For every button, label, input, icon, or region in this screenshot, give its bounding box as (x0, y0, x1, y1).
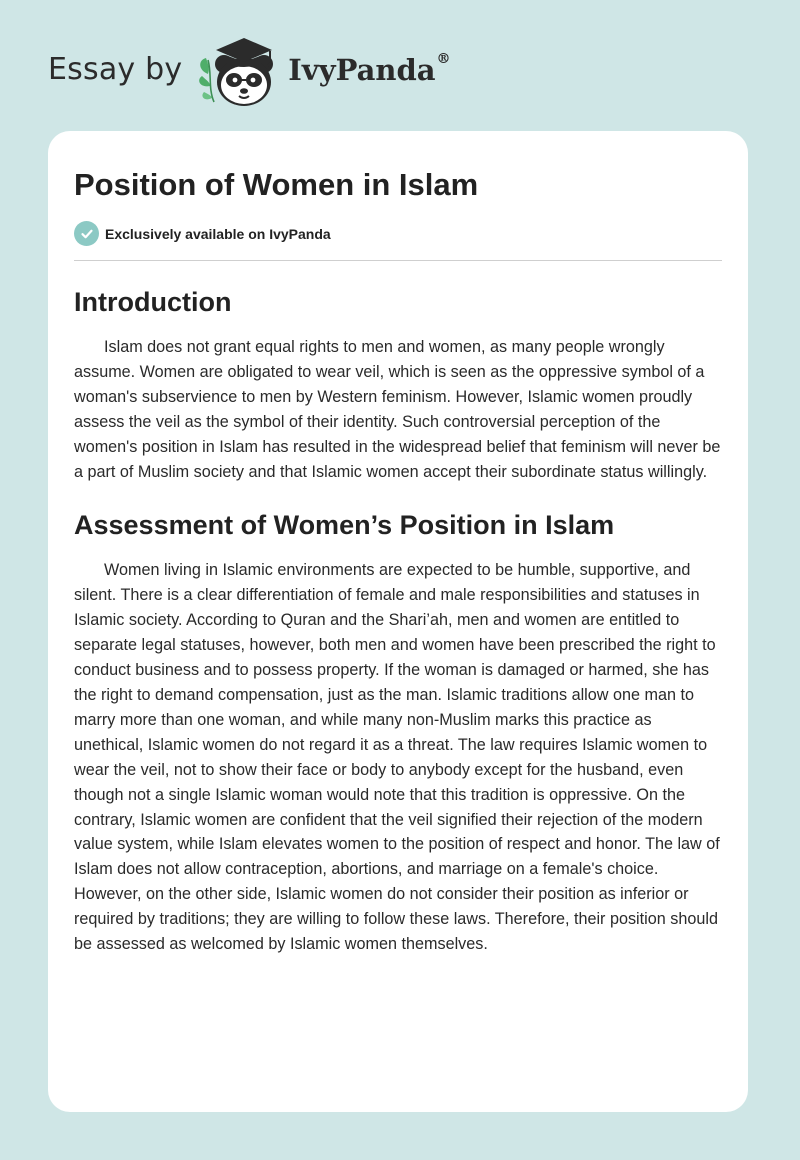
section-assessment (74, 506, 722, 957)
section-paragraph: Women living in Islamic environments are expected to be humble, supportive, and silent. There is a clear differentiation of female and male responsibilities and statuses in Islamic society. According to Quran and the Shari’ah, men and women are entitled to separate legal statuses, however, both men and women have been prescribed the right to conduct business and to possess property. If the woman is damaged or harmed, she has the right to demand compensation, just as the man. Islamic traditions allow one man to marry more than one woman, and while many non-Muslim marks this practice as unethical, Islamic women do not regard it as a threat. The law requires Islamic women to wear the veil, not to show their face or body to anybody except for the husband, even though not a single Islamic woman would note that this tradition is oppressive. On the contrary, Islamic women are confident that the veil signified their rejection of the modern value system, while Islam elevates women to the position of respect and honor. The law of Islam does not allow contraception, abortions, and marriage on a female's choice. However, on the other side, Islamic women do not consider their position as inferior or required by traditions; they are willing to follow these laws. Therefore, their position should be assessed as welcomed by Islamic women themselves. (74, 561, 720, 954)
essay-title: Position of Women in Islam (74, 167, 479, 202)
check-icon (74, 221, 99, 246)
registered-mark: ® (436, 50, 451, 67)
essay-by-label: Essay by (48, 52, 183, 87)
section-introduction (74, 283, 722, 484)
exclusive-badge (74, 221, 722, 246)
badge-text: Exclusively available on IvyPanda (105, 225, 331, 242)
section-paragraph: Islam does not grant equal rights to men and women, as many people wrongly assume. Women are obligated to wear veil, which is seen as the oppressive symbol of a woman's subservience to men by Western feminism. However, Islamic women proudly assess the veil as the symbol of their identity. Such controversial perception of the women's position in Islam has resulted in the widespread belief that feminism will never be a part of Muslim society and that Islamic women accept their subordinate status willingly. (74, 338, 721, 481)
site-header (48, 30, 451, 110)
brand-name (288, 50, 451, 87)
section-heading: Assessment of Women’s Position in Islam (74, 510, 615, 541)
brand-text: IvyPanda (288, 52, 436, 87)
title-divider (74, 260, 722, 261)
panda-graduate-icon (194, 30, 286, 110)
essay-card (48, 131, 748, 1112)
section-heading: Introduction (74, 287, 232, 317)
ivypanda-logo[interactable] (194, 30, 450, 110)
